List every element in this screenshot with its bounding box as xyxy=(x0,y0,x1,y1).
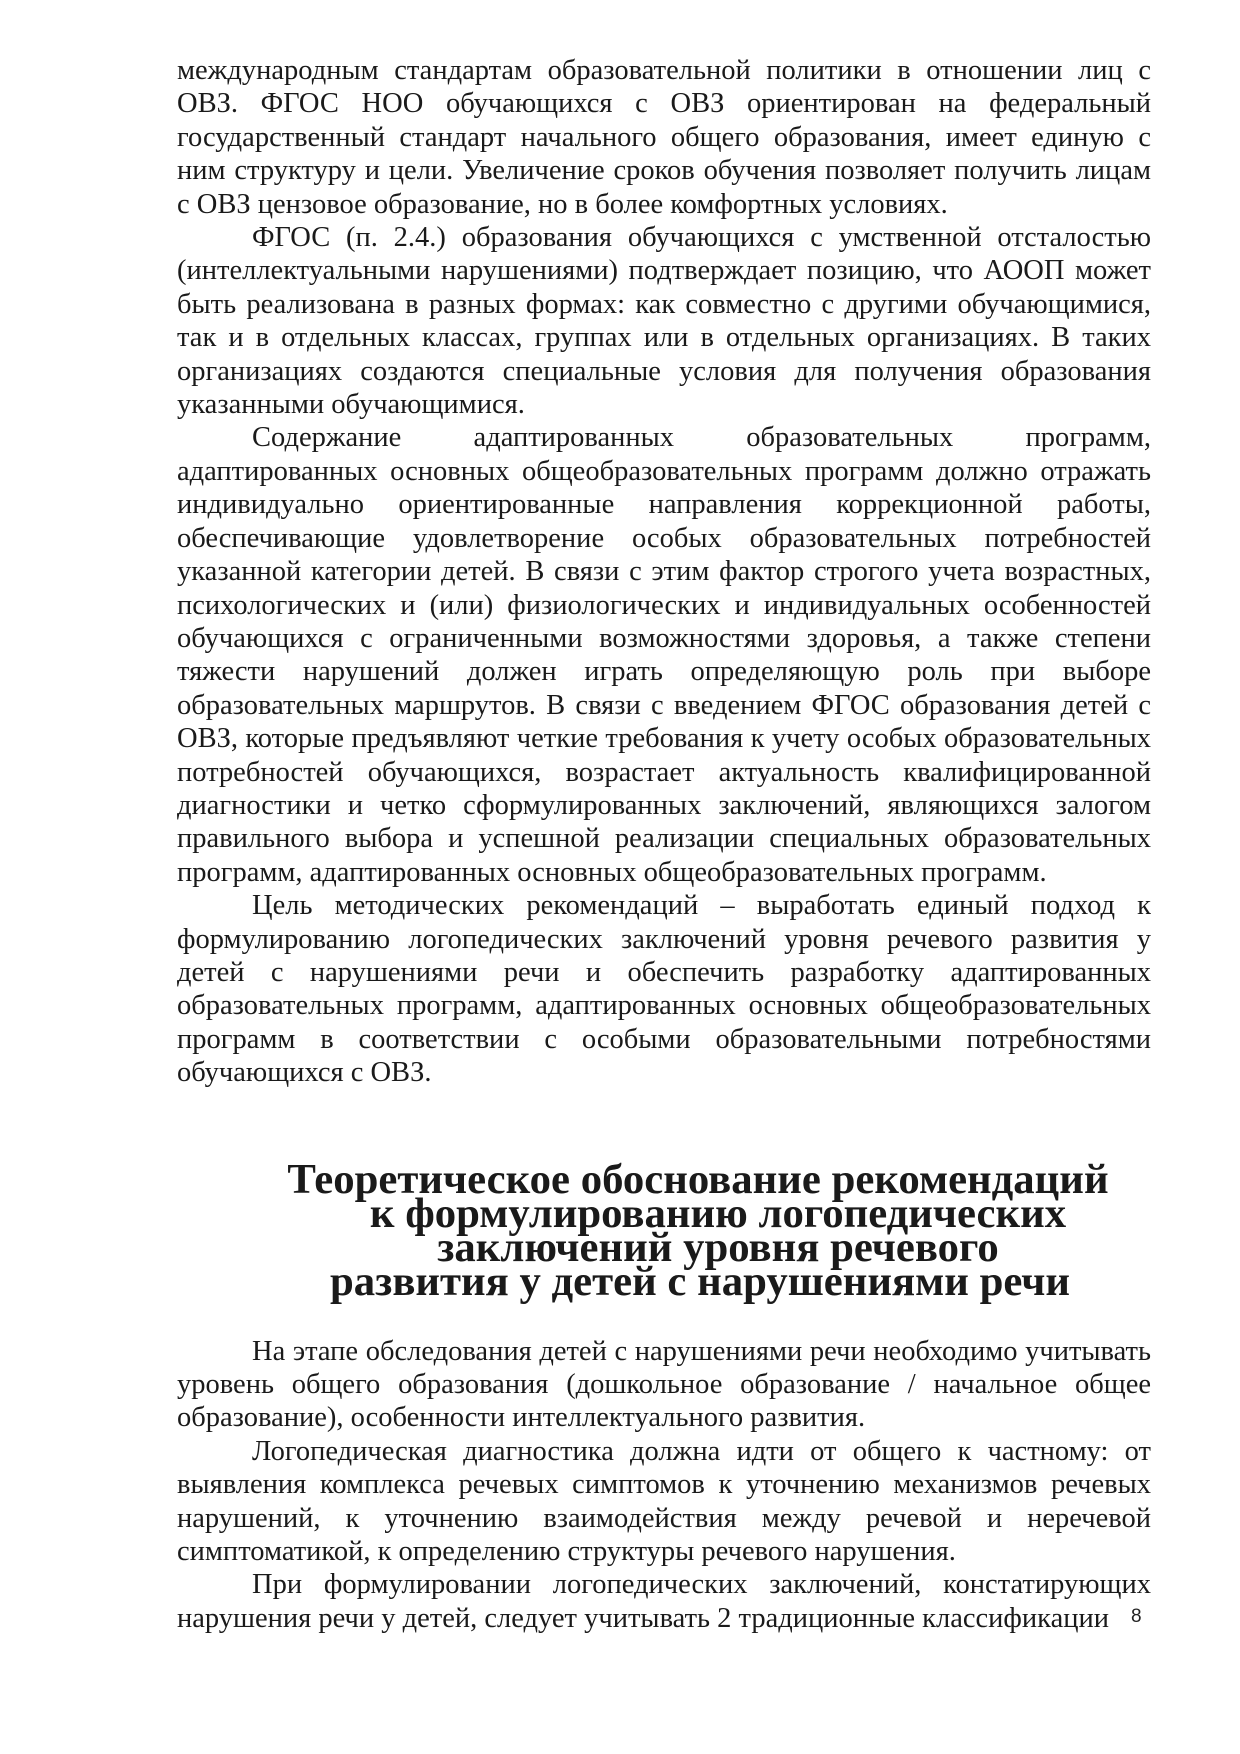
paragraph-fgos-aoop: ФГОС (п. 2.4.) образования обучающихся с умственной отсталостью (интеллектуальными нарушениями) подтверждает позицию, что АООП может быть реализована в разных формах: как совместно с другими обучающимися, так и в отдельных классах, группах или в отдельных организациях. В таких организациях создаются специальные условия для получения образования указанными обучающимися. xyxy=(177,222,1151,421)
paragraph-examination: На этапе обследования детей с нарушениями речи необходимо учитывать уровень общего образования (дошкольное образование / начальное общее образование), особенности интеллектуального развития. xyxy=(177,1335,1151,1434)
paragraph-diagnostics: Логопедическая диагностика должна идти от общего к частному: от выявления комплекса речевых симптомов к уточнению механизмов речевых нарушений, к уточнению взаимодействия между речевой и неречевой симптоматикой, к определению структуры речевого нарушения. xyxy=(177,1435,1151,1568)
paragraph-continuation: международным стандартам образовательной политики в отношении лиц с ОВЗ. ФГОС НОО обучающихся с ОВЗ ориентирован на федеральный государственный стандарт начального общего образования, имеет единую с ним структуру и цели. Увеличение сроков обучения позволяет получить лицам с ОВЗ цензовое образование, но в более комфортных условиях. xyxy=(177,55,1151,220)
document-page xyxy=(177,54,1151,1635)
section-heading xyxy=(177,1155,1151,1305)
section-heading-line-3: развития у детей с нарушениями речи xyxy=(329,1257,1071,1305)
page-number: 8 xyxy=(1131,1606,1142,1627)
section-heading-line-1: Теоретическое обоснование рекомендаций xyxy=(287,1155,1109,1203)
paragraph-goal: Цель методических рекомендаций – выработать единый подход к формулированию логопедических заключений уровня речевого развития у детей с нарушениями речи и обеспечить разработку адаптированных образовательных программ, адаптированных основных общеобразовательных программ в соответствии с особыми образовательными потребностями обучающихся с ОВЗ. xyxy=(177,890,1151,1089)
section-heading-line-2: к формулированию логопедических заключений уровня речевого xyxy=(369,1189,1067,1271)
paragraph-classifications: При формулировании логопедических заключений, констатирующих нарушения речи у детей, следует учитывать 2 традиционные классификации xyxy=(177,1569,1151,1634)
paragraph-program-content: Содержание адаптированных образовательных программ, адаптированных основных общеобразовательных программ должно отражать индивидуально ориентированные направления коррекционной работы, обеспечивающие удовлетворение особых образовательных потребностей указанной категории детей. В связи с этим фактор строгого учета возрастных, психологических и (или) физиологических и индивидуальных особенностей обучающихся с ограниченными возможностями здоровья, а также степени тяжести нарушений должен играть определяющую роль при выборе образовательных маршрутов. В связи с введением ФГОС образования детей с ОВЗ, которые предъявляют четкие требования к учету особых образовательных потребностей обучающихся, возрастает актуальность квалифицированной диагностики и четко сформулированных заключений, являющихся залогом правильного выбора и успешной реализации специальных образовательных программ, адаптированных основных общеобразовательных программ. xyxy=(177,422,1151,888)
